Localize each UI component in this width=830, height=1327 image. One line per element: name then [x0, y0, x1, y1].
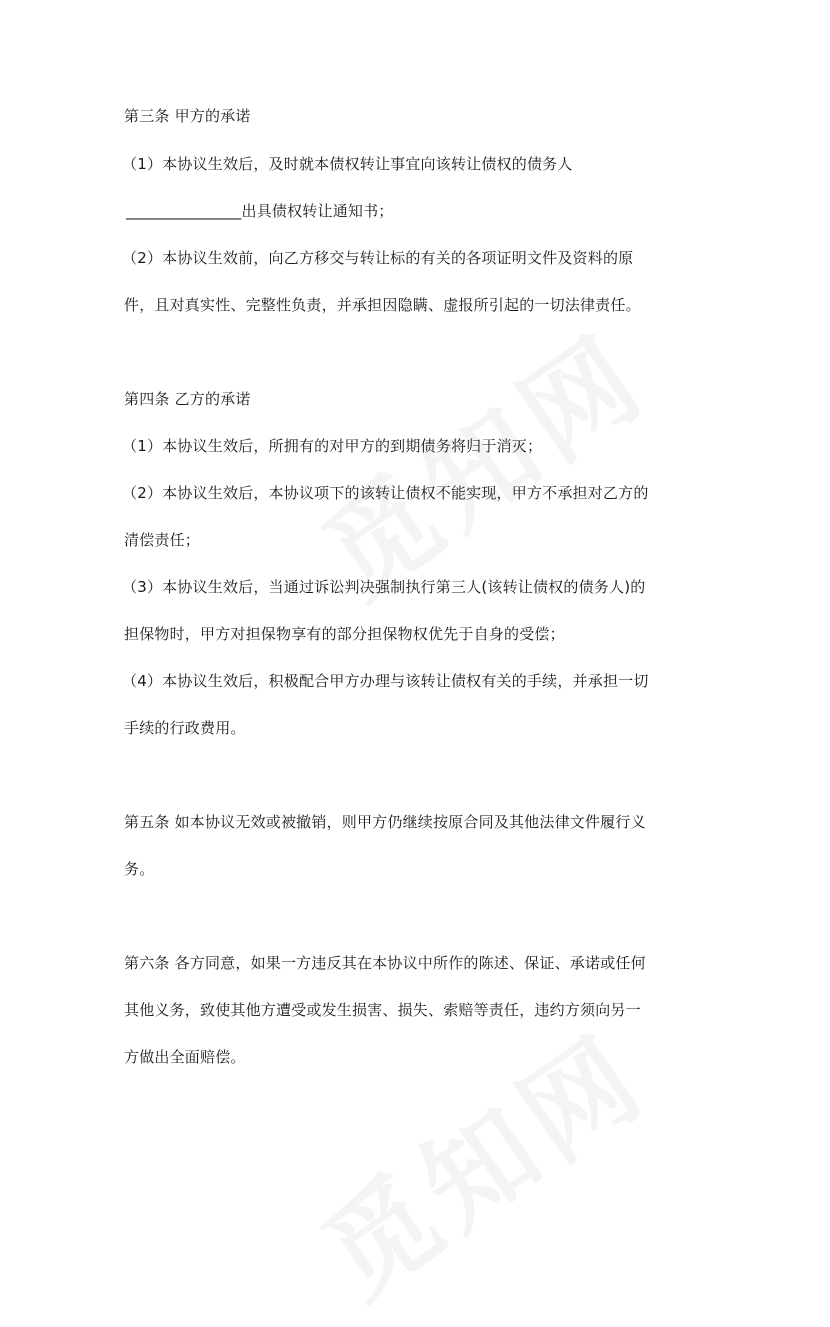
article-4-clause-4-line-2: 手续的行政费用。: [124, 719, 246, 737]
article-4-clause-4-line-1: （4）本协议生效后，积极配合甲方办理与该转让债权有关的手续，并承担一切: [122, 672, 649, 690]
article-6-line-1: 第六条 各方同意，如果一方违反其在本协议中所作的陈述、保证、承诺或任何: [124, 954, 646, 972]
article-4-clause-2-line-1: （2）本协议生效后，本协议项下的该转让债权不能实现，甲方不承担对乙方的: [122, 484, 649, 502]
article-3-clause-2-line-1: （2）本协议生效前，向乙方移交与转让标的有关的各项证明文件及资料的原: [122, 249, 634, 267]
article-4-heading: 第四条 乙方的承诺: [124, 390, 251, 408]
article-3-clause-2-line-2: 件，且对真实性、完整性负责，并承担因隐瞒、虚报所引起的一切法律责任。: [124, 296, 641, 314]
article-4-clause-2-line-2: 清偿责任；: [124, 531, 201, 549]
article-3-clause-1-line-1: （1）本协议生效后，及时就本债权转让事宜向该转让债权的债务人: [122, 155, 573, 173]
article-6-line-2: 其他义务，致使其他方遭受或发生损害、损失、索赔等责任，违约方须向另一: [124, 1001, 641, 1019]
watermark-lower: [287, 991, 673, 1327]
article-4-clause-3-line-1: （3）本协议生效后，当通过诉讼判决强制执行第三人(该转让债权的债务人)的: [122, 578, 646, 596]
article-5-line-1: 第五条 如本协议无效或被撤销，则甲方仍继续按原合同及其他法律文件履行义: [124, 813, 646, 831]
article-6-line-3: 方做出全面赔偿。: [124, 1048, 246, 1066]
article-5-line-2: 务。: [124, 860, 155, 878]
article-4-clause-3-line-2: 担保物时，甲方对担保物享有的部分担保物权优先于自身的受偿；: [124, 625, 565, 643]
article-4-clause-1: （1）本协议生效后，所拥有的对甲方的到期债务将归于消灭；: [122, 437, 543, 455]
article-3-clause-1-line-2: _______________出具债权转让通知书；: [126, 202, 394, 220]
article-3-heading: 第三条 甲方的承诺: [124, 107, 251, 125]
